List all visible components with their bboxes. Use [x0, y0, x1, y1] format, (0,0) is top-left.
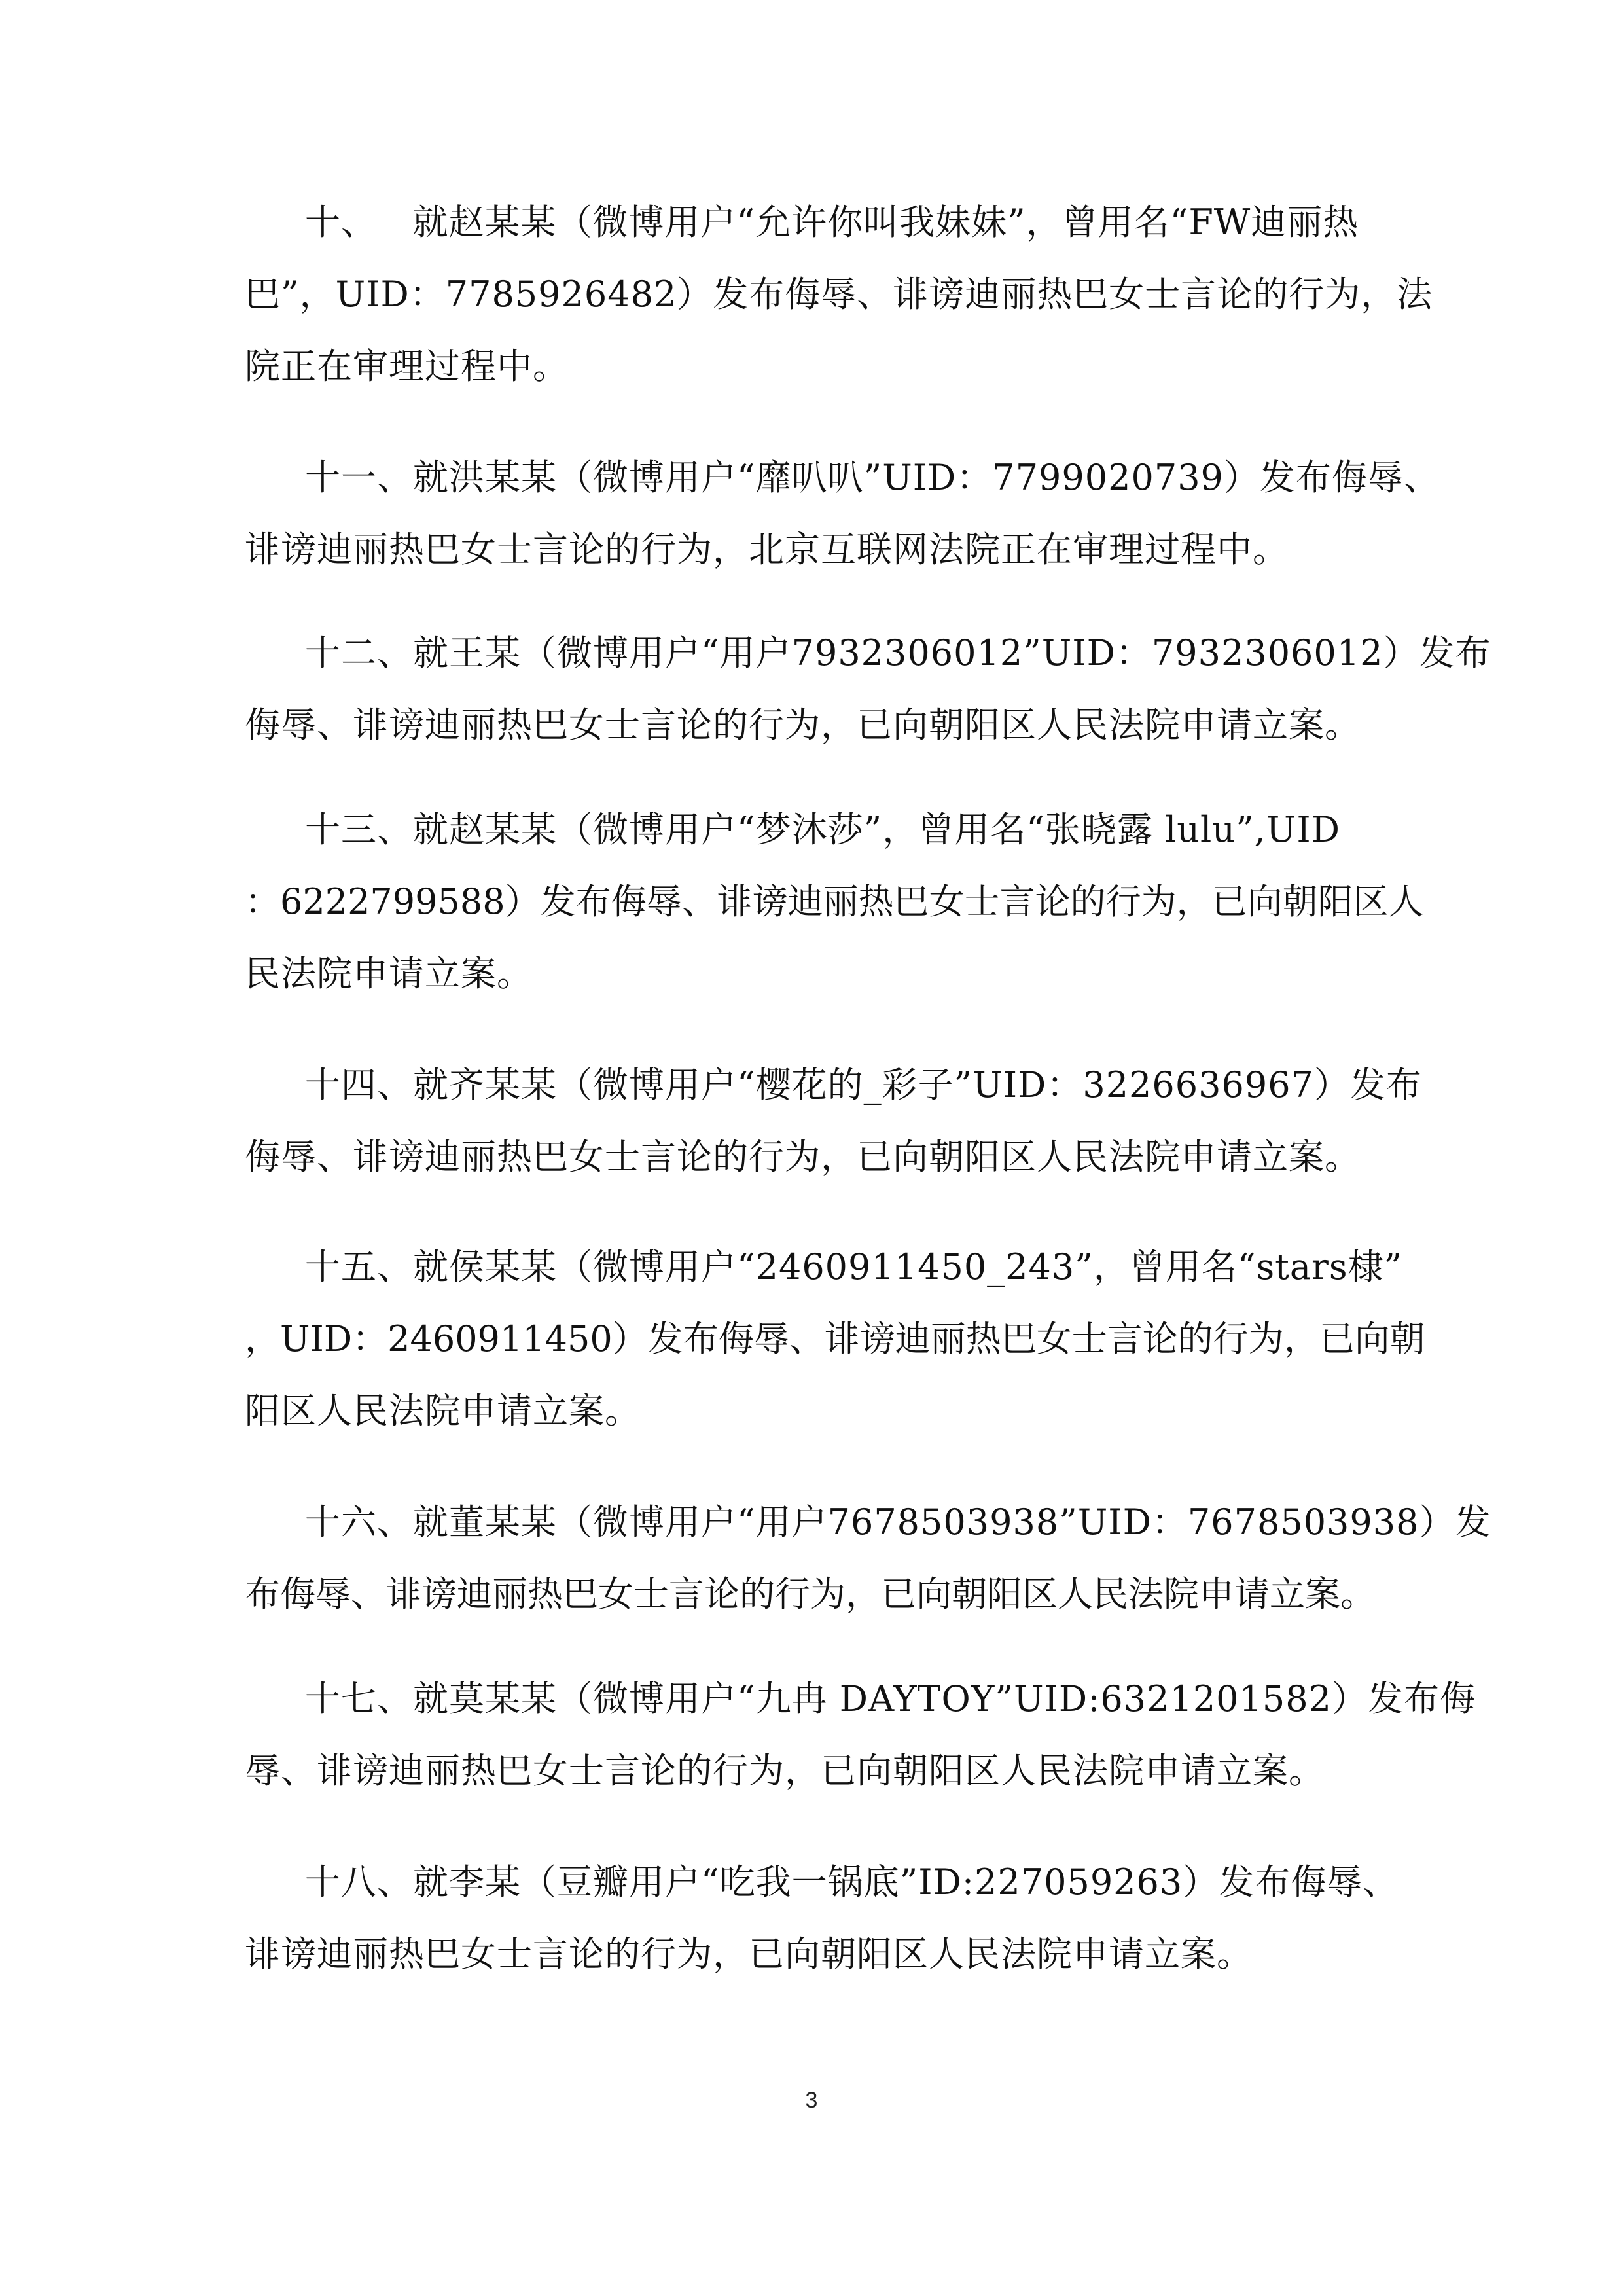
paragraph-17-line-2: 辱、诽谤迪丽热巴女士言论的行为，已向朝阳区人民法院申请立案。: [245, 1750, 1325, 1791]
paragraph-15-line-1: 十五、就侯某某（微博用户“2460911450_243”，曾用名“stars棣”: [305, 1246, 1403, 1287]
page-number: 3: [805, 2088, 818, 2113]
paragraph-10-line-3: 院正在审理过程中。: [245, 346, 569, 387]
paragraph-17-line-1: 十七、就莫某某（微博用户“九冉 DAYTOY”UID:6321201582）发布侮: [305, 1678, 1476, 1719]
paragraph-14-line-1: 十四、就齐某某（微博用户“樱花的_彩子”UID：3226636967）发布: [305, 1064, 1422, 1105]
paragraph-13-line-3: 民法院申请立案。: [245, 953, 533, 994]
paragraph-11-line-2: 诽谤迪丽热巴女士言论的行为，北京互联网法院正在审理过程中。: [245, 529, 1289, 570]
paragraph-10-line-2: 巴”，UID：7785926482）发布侮辱、诽谤迪丽热巴女士言论的行为，法: [245, 274, 1433, 315]
paragraph-12-line-1: 十二、就王某（微博用户“用户7932306012”UID：7932306012）发布: [305, 632, 1491, 673]
paragraph-11-line-1: 十一、就洪某某（微博用户“靡叭叭”UID：7799020739）发布侮辱、: [305, 457, 1440, 498]
paragraph-15-line-2: ，UID：2460911450）发布侮辱、诽谤迪丽热巴女士言论的行为，已向朝: [245, 1318, 1425, 1359]
paragraph-16-line-2: 布侮辱、诽谤迪丽热巴女士言论的行为，已向朝阳区人民法院申请立案。: [245, 1573, 1376, 1615]
paragraph-13-line-1: 十三、就赵某某（微博用户“梦沐莎”，曾用名“张晓露 lulu”,UID: [305, 809, 1340, 850]
paragraph-18-line-2: 诽谤迪丽热巴女士言论的行为，已向朝阳区人民法院申请立案。: [245, 1933, 1253, 1975]
paragraph-18-line-1: 十八、就李某（豆瓣用户“吃我一锅底”ID:227059263）发布侮辱、: [305, 1861, 1399, 1903]
paragraph-10-line-1: 十、 就赵某某（微博用户“允许你叫我妹妹”，曾用名“FW迪丽热: [305, 202, 1359, 243]
paragraph-14-line-2: 侮辱、诽谤迪丽热巴女士言论的行为，已向朝阳区人民法院申请立案。: [245, 1136, 1361, 1177]
paragraph-12-line-2: 侮辱、诽谤迪丽热巴女士言论的行为，已向朝阳区人民法院申请立案。: [245, 704, 1361, 745]
paragraph-13-line-2: ：6222799588）发布侮辱、诽谤迪丽热巴女士言论的行为，已向朝阳区人: [245, 881, 1424, 922]
paragraph-16-line-1: 十六、就董某某（微博用户“用户7678503938”UID：7678503938）发: [305, 1501, 1491, 1543]
paragraph-15-line-3: 阳区人民法院申请立案。: [245, 1390, 641, 1431]
